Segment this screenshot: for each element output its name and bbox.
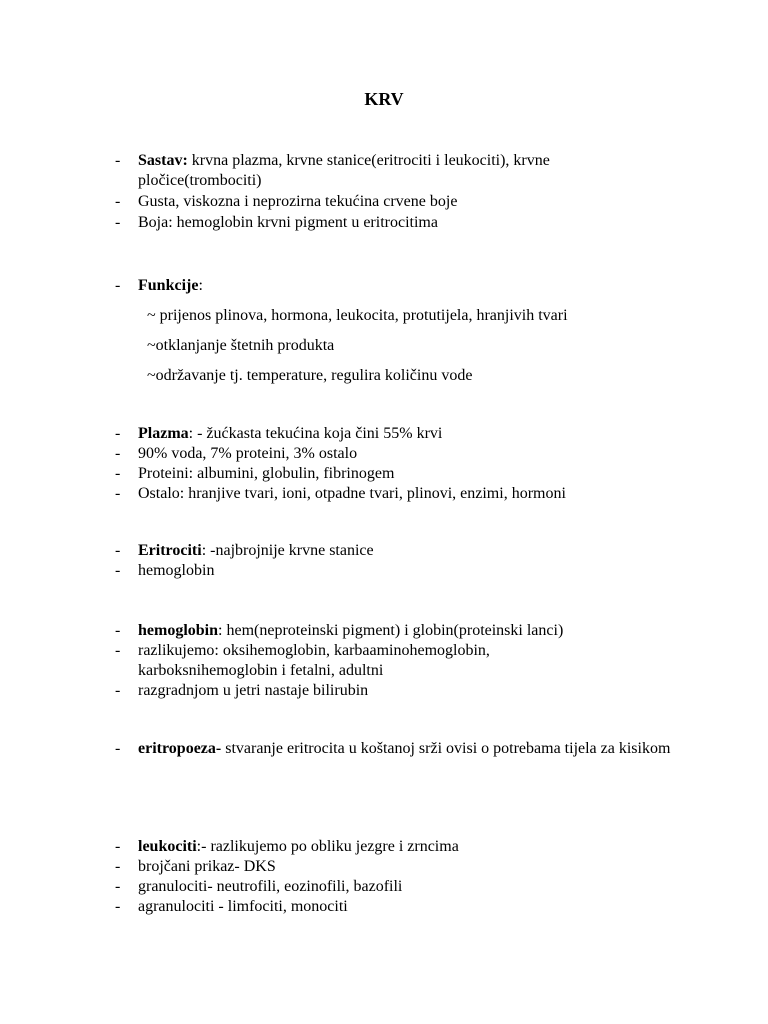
item-label: Sastav: (138, 152, 188, 169)
list-item (0, 738, 768, 760)
bullet-dash: - (115, 878, 121, 895)
list-item (0, 484, 768, 504)
page-title: KRV (364, 89, 404, 109)
section-eritrociti (0, 541, 768, 581)
item-text: : (198, 277, 203, 294)
list-item (0, 541, 768, 561)
list-item (0, 857, 768, 877)
bullet-dash: - (115, 898, 121, 915)
item-label: Funkcije (138, 277, 199, 294)
bullet-dash: - (115, 445, 121, 462)
section-eritropoeza (0, 738, 768, 760)
item-text: razlikujemo: oksihemoglobin, karbaaminohemoglobin, karboksnihemoglobin i fetalni, adultni (138, 642, 490, 679)
section-plazma (0, 424, 768, 504)
list-item (0, 213, 768, 233)
item-text: brojčani prikaz- DKS (138, 858, 276, 875)
list-item (0, 681, 768, 701)
bullet-dash: - (115, 562, 121, 579)
item-text: agranulociti - limfociti, monociti (138, 898, 348, 915)
item-label: eritropoeza- (138, 740, 222, 757)
list-item (0, 561, 768, 581)
item-text: Proteini: albumini, globulin, fibrinogem (138, 465, 395, 482)
item-label: hemoglobin (138, 622, 219, 639)
item-text: razgradnjom u jetri nastaje bilirubin (138, 682, 369, 699)
list-item (0, 621, 768, 641)
section-funkcije (0, 276, 768, 396)
item-label: leukociti (138, 838, 197, 855)
bullet-dash: - (115, 152, 121, 169)
bullet-dash: - (115, 485, 121, 502)
item-text: :- razlikujemo po obliku jezgre i zrncima (196, 838, 459, 855)
list-item (0, 464, 768, 484)
list-item (0, 837, 768, 857)
bullet-dash: - (115, 214, 121, 231)
bullet-dash: - (115, 465, 121, 482)
sub-item: ~otklanjanje štetnih produkta (147, 337, 335, 354)
item-text: : -najbrojnije krvne stanice (201, 542, 374, 559)
sub-item: ~održavanje tj. temperature, regulira količinu vode (147, 367, 473, 384)
section-leukociti (0, 837, 768, 917)
list-item (0, 192, 768, 212)
item-text: hemoglobin (138, 562, 215, 579)
list-item (0, 641, 768, 681)
item-text: : - žućkasta tekućina koja čini 55% krvi (188, 425, 443, 442)
list-item (0, 424, 768, 444)
item-text: Boja: hemoglobin krvni pigment u eritrocitima (138, 214, 438, 231)
bullet-dash: - (115, 682, 121, 699)
list-item (0, 897, 768, 917)
bullet-dash: - (115, 740, 121, 757)
bullet-dash: - (115, 193, 121, 210)
bullet-dash: - (115, 542, 121, 559)
list-item (0, 877, 768, 897)
bullet-dash: - (115, 642, 121, 659)
bullet-dash: - (115, 858, 121, 875)
list-item (0, 276, 768, 296)
item-text: granulociti- neutrofili, eozinofili, bazofili (138, 878, 403, 895)
section-hemoglobin (0, 621, 768, 701)
item-text: Ostalo: hranjive tvari, ioni, otpadne tvari, plinovi, enzimi, hormoni (138, 485, 566, 502)
item-text: stvaranje eritrocita u koštanoj srži ovisi o potrebama tijela za kisikom (221, 740, 671, 757)
item-text: krvna plazma, krvne stanice(eritrociti i leukociti), krvne pločice(trombociti) (138, 152, 550, 189)
item-text: Gusta, viskozna i neprozirna tekućina crvene boje (138, 193, 458, 210)
item-label: Eritrociti (138, 542, 202, 559)
item-text: : hem(neproteinski pigment) i globin(proteinski lanci) (218, 622, 564, 639)
bullet-dash: - (115, 838, 121, 855)
item-label: Plazma (138, 425, 189, 442)
list-item (0, 151, 768, 191)
bullet-dash: - (115, 425, 121, 442)
bullet-dash: - (115, 622, 121, 639)
section-sastav (0, 151, 768, 233)
sub-item: ~ prijenos plinova, hormona, leukocita, protutijela, hranjivih tvari (147, 307, 568, 324)
item-text: 90% voda, 7% proteini, 3% ostalo (138, 445, 358, 462)
bullet-dash: - (115, 277, 121, 294)
list-item (0, 444, 768, 464)
